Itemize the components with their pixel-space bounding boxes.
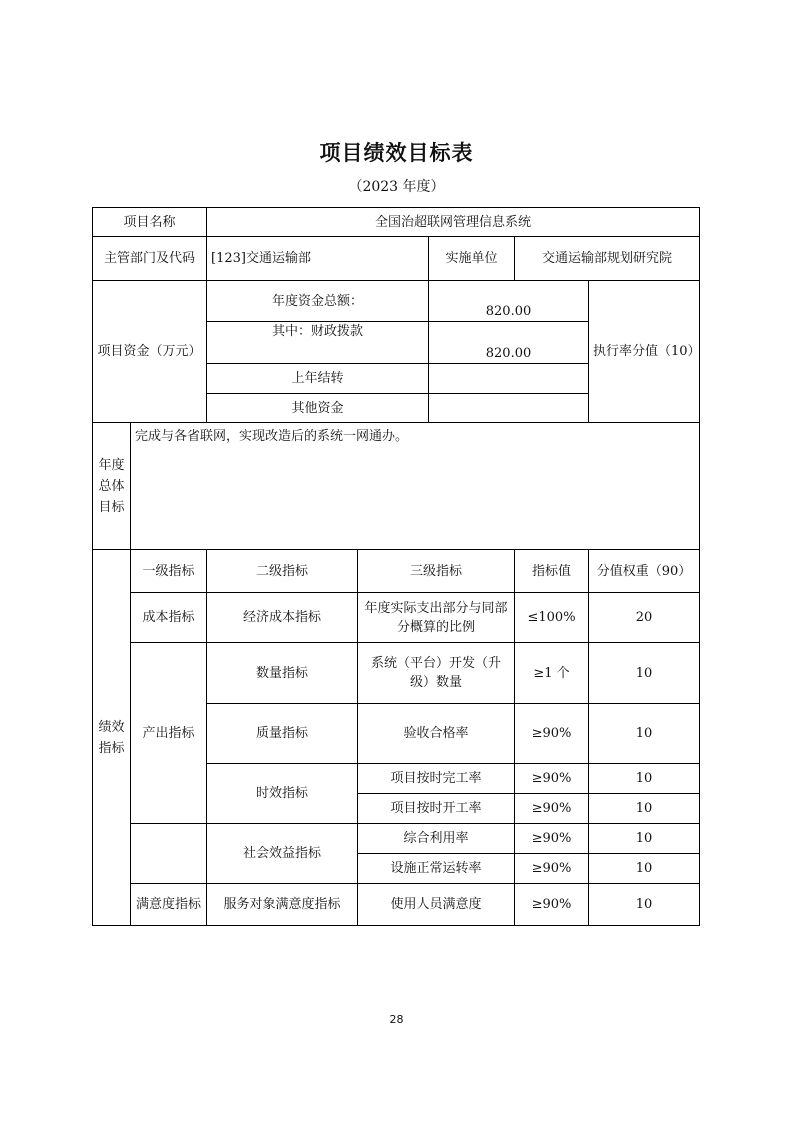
indicator-weight: 10 (589, 764, 700, 794)
indicator-value: ≤100% (515, 593, 589, 643)
indicator-weight: 20 (589, 593, 700, 643)
indicator-weight: 10 (589, 854, 700, 884)
performance-target-table (92, 207, 700, 926)
header-weight: 分值权重（90） (589, 550, 700, 593)
level2-timeliness: 时效指标 (207, 764, 358, 824)
annual-goal-label: 年度总体目标 (93, 423, 131, 550)
level2-quality: 质量指标 (207, 704, 358, 764)
indicator-value: ≥1 个 (515, 643, 589, 704)
funds-fiscal-value: 820.00 (429, 322, 589, 364)
funds-carryover-label: 上年结转 (207, 364, 429, 394)
dept-label: 主管部门及代码 (93, 237, 207, 281)
indicator-name: 系统（平台）开发（升级）数量 (358, 643, 515, 704)
indicator-weight: 10 (589, 704, 700, 764)
funds-other-value (429, 394, 589, 423)
project-name-value: 全国治超联网管理信息系统 (207, 208, 700, 237)
indicator-weight: 10 (589, 643, 700, 704)
header-level1: 一级指标 (131, 550, 207, 593)
indicator-value: ≥90% (515, 884, 589, 926)
indicator-value: ≥90% (515, 764, 589, 794)
header-level3: 三级指标 (358, 550, 515, 593)
funds-total-value: 820.00 (429, 281, 589, 322)
level2-quantity: 数量指标 (207, 643, 358, 704)
indicators-section-label: 绩效指标 (93, 550, 131, 926)
level1-satisfaction: 满意度指标 (131, 884, 207, 926)
indicator-value: ≥90% (515, 794, 589, 824)
funds-label: 项目资金（万元） (93, 281, 207, 423)
execution-rate-label: 执行率分值（10） (589, 281, 700, 423)
page-title: 项目绩效目标表 (319, 141, 474, 165)
indicator-name: 验收合格率 (358, 704, 515, 764)
indicator-name: 项目按时开工率 (358, 794, 515, 824)
level2-economic-cost: 经济成本指标 (207, 593, 358, 643)
funds-carryover-value (429, 364, 589, 394)
indicator-name: 使用人员满意度 (358, 884, 515, 926)
indicator-value: ≥90% (515, 854, 589, 884)
indicator-weight: 10 (589, 884, 700, 926)
indicator-weight: 10 (589, 794, 700, 824)
level1-output: 产出指标 (131, 643, 207, 824)
header-level2: 二级指标 (207, 550, 358, 593)
level2-service: 服务对象满意度指标 (207, 884, 358, 926)
indicator-value: ≥90% (515, 704, 589, 764)
indicator-weight: 10 (589, 824, 700, 854)
impl-value: 交通运输部规划研究院 (515, 237, 700, 281)
level1-benefit (131, 824, 207, 884)
indicator-name: 综合利用率 (358, 824, 515, 854)
indicator-name: 项目按时完工率 (358, 764, 515, 794)
impl-label: 实施单位 (429, 237, 515, 281)
page-number: 28 (389, 1013, 404, 1026)
page-subtitle-year: （2023 年度） (348, 179, 445, 195)
funds-other-label: 其他资金 (207, 394, 429, 423)
project-name-label: 项目名称 (93, 208, 207, 237)
header-value: 指标值 (515, 550, 589, 593)
indicator-value: ≥90% (515, 824, 589, 854)
indicator-name: 设施正常运转率 (358, 854, 515, 884)
level1-cost: 成本指标 (131, 593, 207, 643)
dept-value: [123]交通运输部 (207, 237, 429, 281)
funds-fiscal-label: 其中：财政拨款 (207, 322, 429, 364)
funds-total-label: 年度资金总额： (207, 281, 429, 322)
level2-social: 社会效益指标 (207, 824, 358, 884)
indicator-name: 年度实际支出部分与同部分概算的比例 (358, 593, 515, 643)
annual-goal-text: 完成与各省联网，实现改造后的系统一网通办。 (131, 423, 700, 550)
